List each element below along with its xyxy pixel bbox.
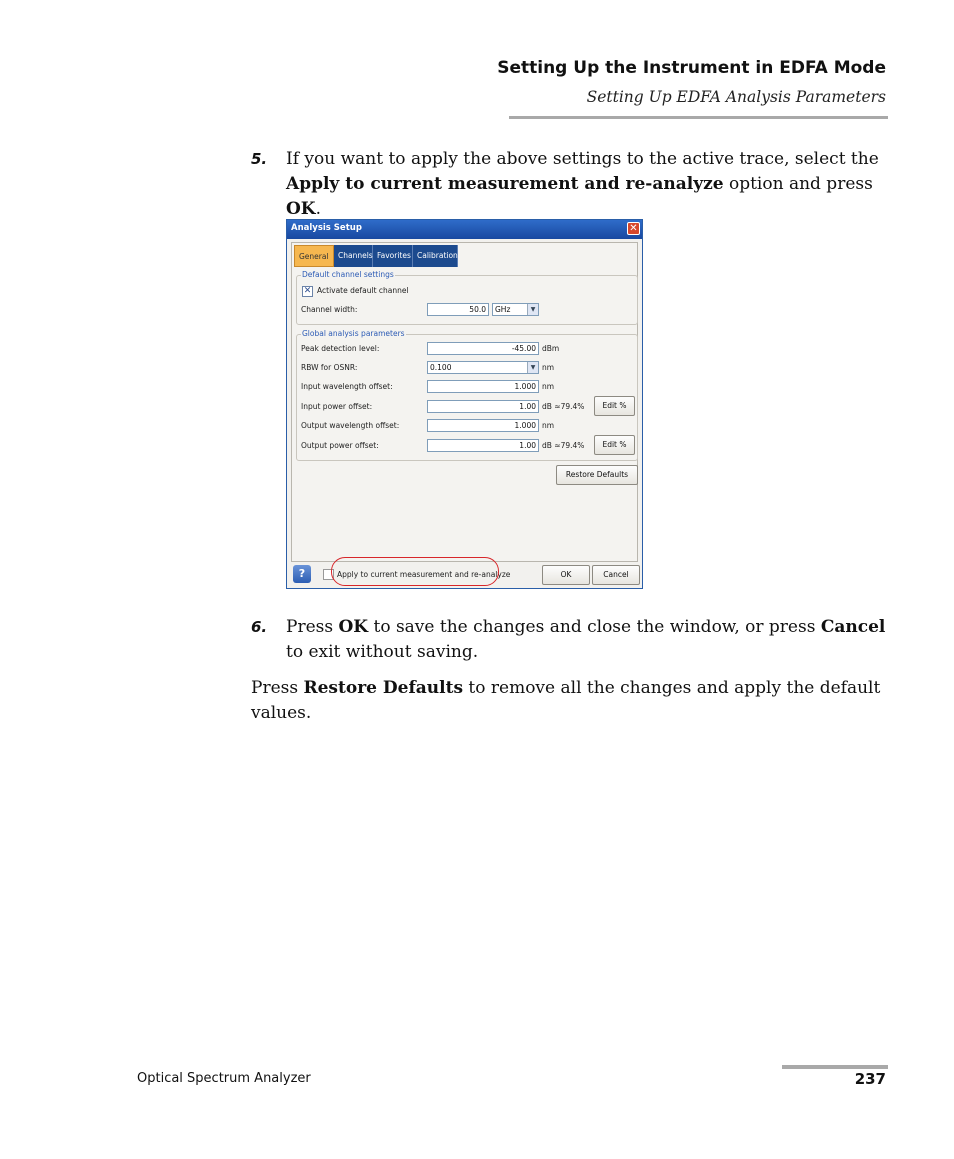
input-wavelength-field[interactable]: 1.000 — [427, 380, 539, 393]
input-edit-percent-button[interactable]: Edit % — [594, 396, 635, 416]
page-number: 237 — [854, 1070, 886, 1088]
apply-reanalyze-label: Apply to current measurement and re-analyze — [337, 570, 511, 579]
footer-rule — [782, 1065, 888, 1069]
channel-width-unit-select[interactable] — [492, 303, 539, 316]
step-text — [286, 615, 891, 665]
note-bold-restore: Restore Defaults — [303, 678, 464, 698]
analysis-setup-dialog — [286, 219, 643, 589]
group-label: Global analysis parameters — [302, 329, 405, 338]
param-unit: nm — [542, 363, 555, 372]
peak-detection-field[interactable]: -45.00 — [427, 342, 539, 355]
header-rule — [509, 116, 888, 119]
step-text-part: . — [315, 199, 321, 219]
param-label: Input power offset: — [301, 402, 373, 411]
param-label: RBW for OSNR: — [301, 363, 358, 372]
note-text-part: to remove all the changes and apply the default values. — [251, 678, 881, 723]
highlight-circle — [331, 557, 499, 586]
rbw-value: 0.100 — [430, 363, 452, 372]
step-bold-ok: OK — [286, 199, 316, 219]
dialog-title: Analysis Setup — [291, 223, 362, 233]
channel-width-field[interactable]: 50.0 — [427, 303, 489, 316]
header-subtitle: Setting Up EDFA Analysis Parameters — [586, 88, 886, 106]
rbw-select[interactable] — [427, 361, 539, 374]
output-edit-percent-button[interactable]: Edit % — [594, 435, 635, 455]
chevron-down-icon[interactable]: ▼ — [527, 304, 538, 315]
group-label: Default channel settings — [302, 270, 394, 279]
cancel-button[interactable]: Cancel — [592, 565, 640, 585]
output-wavelength-field[interactable]: 1.000 — [427, 419, 539, 432]
input-power-field[interactable]: 1.00 — [427, 400, 539, 413]
step-number: 6. — [251, 618, 268, 636]
global-analysis-group — [296, 329, 638, 461]
ok-button[interactable]: OK — [542, 565, 590, 585]
param-label: Output wavelength offset: — [301, 421, 400, 430]
tab-bar — [294, 245, 458, 267]
step-bold-option: Apply to current measurement and re-analyze — [286, 174, 724, 194]
step-bold-ok: OK — [338, 617, 369, 637]
param-label: Input wavelength offset: — [301, 382, 393, 391]
param-unit: nm — [542, 421, 555, 430]
step-text-part: option and press — [723, 174, 873, 194]
step-text-part: If you want to apply the above settings to the active trace, select the — [286, 149, 879, 169]
param-label: Peak detection level: — [301, 344, 380, 353]
footer-product: Optical Spectrum Analyzer — [137, 1071, 311, 1086]
param-unit: dBm — [542, 344, 560, 353]
activate-default-checkbox[interactable]: ✕ — [303, 286, 312, 296]
tab-channels[interactable]: Channels — [334, 245, 373, 267]
unit-value: GHz — [495, 305, 511, 314]
note-text-part: Press — [251, 678, 304, 698]
step-text — [286, 147, 891, 222]
chevron-down-icon[interactable]: ▼ — [527, 362, 538, 373]
restore-note — [251, 676, 881, 726]
step-bold-cancel: Cancel — [820, 617, 886, 637]
param-unit: dB ≈79.4% — [542, 441, 585, 450]
step-text-part: to exit without saving. — [286, 642, 479, 662]
step-5 — [251, 147, 891, 222]
output-power-field[interactable]: 1.00 — [427, 439, 539, 452]
tab-general[interactable]: General — [294, 245, 334, 267]
dialog-body — [291, 242, 638, 562]
header-title: Setting Up the Instrument in EDFA Mode — [497, 58, 886, 78]
restore-defaults-button[interactable]: Restore Defaults — [556, 465, 638, 485]
step-text-part: Press — [286, 617, 339, 637]
help-icon[interactable]: ? — [293, 565, 311, 583]
param-unit: nm — [542, 382, 555, 391]
default-channel-group — [296, 270, 638, 325]
dialog-titlebar — [287, 220, 642, 239]
tab-favorites[interactable]: Favorites — [373, 245, 413, 267]
param-label: Output power offset: — [301, 441, 379, 450]
param-unit: dB ≈79.4% — [542, 402, 585, 411]
tab-calibration[interactable]: Calibration — [413, 245, 458, 267]
activate-default-label: Activate default channel — [317, 286, 409, 295]
step-6 — [251, 615, 891, 665]
close-icon[interactable]: ✕ — [627, 222, 640, 235]
step-number: 5. — [251, 150, 268, 168]
channel-width-label: Channel width: — [301, 305, 358, 314]
step-text-part: to save the changes and close the window, or press — [368, 617, 821, 637]
